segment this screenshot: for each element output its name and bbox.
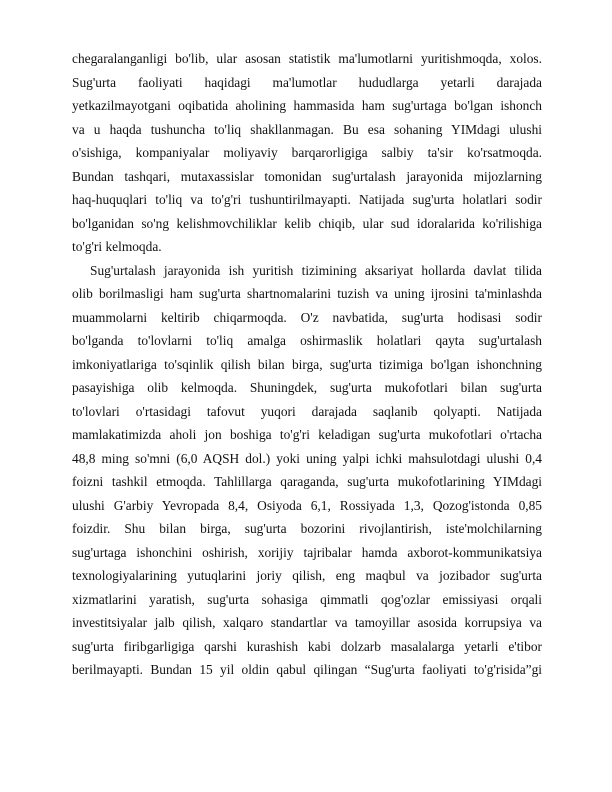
text-line: investitsiyalar jalb qilish, xalqaro standartlar va tamoyillar asosida korrupsiya va bbox=[72, 615, 542, 630]
text-line: chegaralanganligi bo'lib, ular asosan statistik ma'lumotlarni yuritishmoqda, xolos. bbox=[72, 51, 542, 66]
text-line: muammolarni keltirib chiqarmoqda. O'z navbatida, sug'urta hodisasi sodir bbox=[72, 309, 542, 325]
text-line: bo'lganda to'lovlarni to'liq amalga oshirmaslik holatlari qayta sug'urtalash bbox=[72, 333, 542, 348]
text-line: to'g'ri kelmoqda. bbox=[72, 239, 162, 254]
text-line: Sug'urta faoliyati haqidagi ma'lumotlar hududlarga yetarli darajada bbox=[72, 74, 542, 90]
text-line: o'sishiga, kompaniyalar moliyaviy barqarorligiga salbiy ta'sir ko'rsatmoqda. bbox=[72, 145, 542, 160]
paragraph-2 bbox=[72, 259, 542, 682]
text-line: texnologiyalarining yutuqlarini joriy qilish, eng maqbul va jozibador sug'urta bbox=[72, 568, 542, 583]
text-line: berilmayapti. Bundan 15 yil oldin qabul qilingan “Sug'urta faoliyati to'g'risida”gi bbox=[72, 662, 542, 677]
text-line: olib borilmasligi ham sug'urta shartnomalarini tuzish va uning ijrosini ta'minlashda bbox=[72, 286, 542, 301]
paragraph-1 bbox=[72, 47, 542, 259]
text-line: 48,8 ming so'mni (6,0 AQSH dol.) yoki uning yalpi ichki mahsulotdagi ulushi 0,4 bbox=[72, 450, 542, 466]
text-line: bo'lganidan so'ng kelishmovchiliklar kelib chiqib, ular sud idoralarida ko'rilishiga bbox=[72, 215, 542, 231]
text-line: imkoniyatlariga to'sqinlik qilish bilan birga, sug'urta tizimiga bo'lgan ishonchning bbox=[72, 356, 542, 372]
text-line: Sug'urtalash jarayonida ish yuritish tizimining aksariyat hollarda davlat tilida bbox=[90, 262, 542, 278]
text-line: yetkazilmayotgani oqibatida aholining hammasida ham sug'urtaga bo'lgan ishonch bbox=[72, 98, 542, 113]
text-line: Bundan tashqari, mutaxassislar tomonidan sug'urtalash jarayonida mijozlarning bbox=[72, 168, 542, 184]
text-line: sug'urtaga ishonchini oshirish, xorijiy tajribalar hamda axborot-kommunikatsiya bbox=[72, 544, 542, 560]
text-line: ulushi G'arbiy Yevropada 8,4, Osiyoda 6,1, Rossiyada 1,3, Qozog'istonda 0,85 bbox=[72, 497, 542, 513]
text-line: sug'urta firibgarligiga qarshi kurashish kabi dolzarb masalalarga yetarli e'tibor bbox=[72, 638, 542, 654]
text-line: haq-huquqlari to'liq va to'g'ri tushuntirilmayapti. Natijada sug'urta holatlari sodir bbox=[72, 192, 542, 207]
document-page bbox=[72, 47, 542, 682]
text-line: mamlakatimizda aholi jon boshiga to'g'ri keladigan sug'urta mukofotlari o'rtacha bbox=[72, 427, 542, 442]
text-line: foizdir. Shu bilan birga, sug'urta bozorini rivojlantirish, iste'molchilarning bbox=[72, 521, 542, 536]
text-line: xizmatlarini yaratish, sug'urta sohasiga qimmatli qog'ozlar emissiyasi orqali bbox=[72, 591, 542, 607]
text-line: to'lovlari o'rtasidagi tafovut yuqori darajada saqlanib qolyapti. Natijada bbox=[72, 403, 542, 419]
text-line: pasayishiga olib kelmoqda. Shuningdek, sug'urta mukofotlari bilan sug'urta bbox=[72, 380, 542, 395]
text-line: va u haqda tushuncha to'liq shakllanmagan. Bu esa sohaning YIMdagi ulushi bbox=[72, 121, 542, 137]
text-line: foizni tashkil etmoqda. Tahlillarga qaraganda, sug'urta mukofotlarining YIMdagi bbox=[72, 474, 542, 489]
